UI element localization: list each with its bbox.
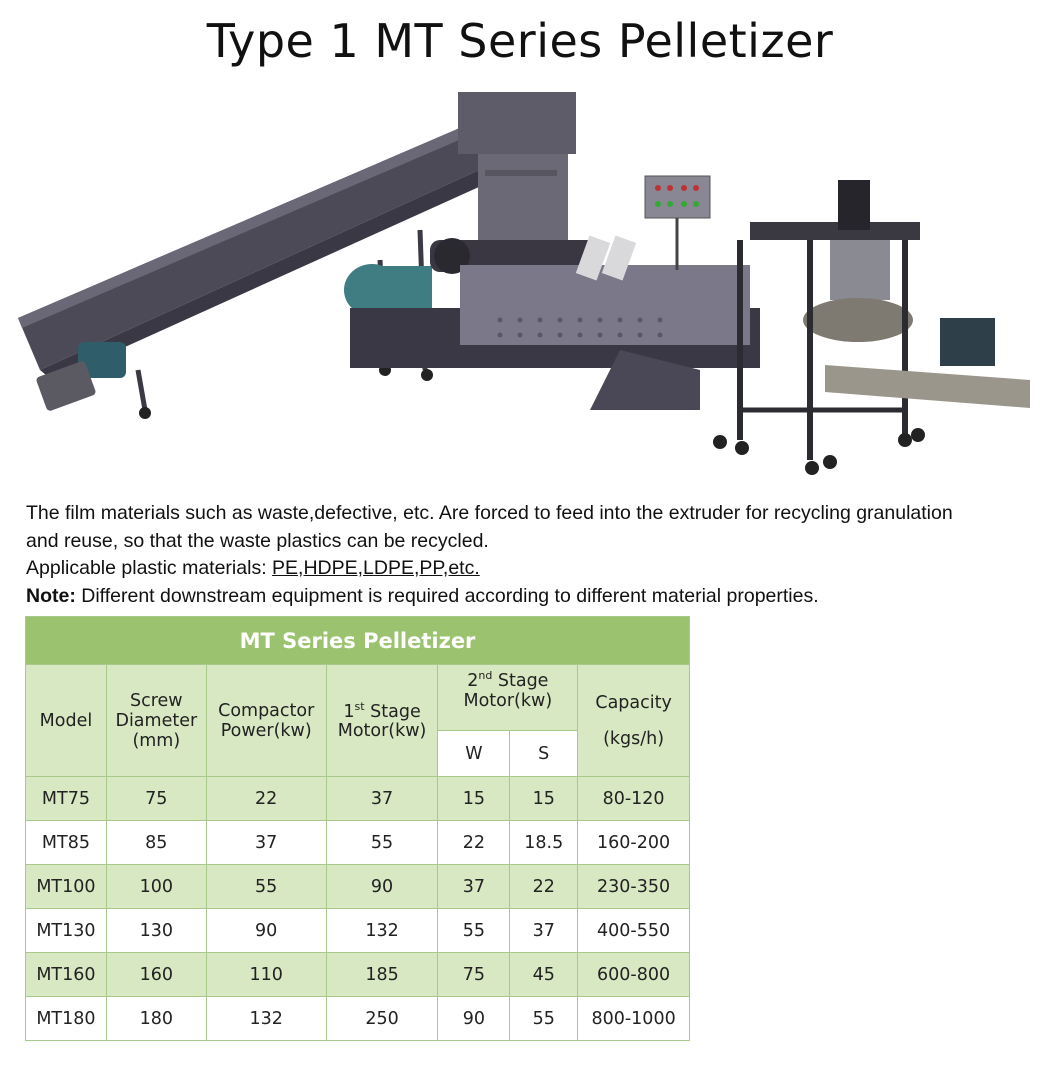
table-row (26, 953, 690, 997)
cell-stage1: 37 (326, 777, 438, 821)
note-line (26, 583, 1056, 611)
header-stage2-num: 2 (467, 670, 479, 691)
table-row (26, 909, 690, 953)
cell-model: MT130 (26, 909, 107, 953)
materials-line (26, 555, 1056, 583)
control-box (645, 176, 710, 218)
header-stage2-line-2: Motor(kw) (463, 690, 553, 711)
cell-screw: 130 (106, 909, 206, 953)
header-stage1-motor (326, 665, 438, 777)
cell-model: MT75 (26, 777, 107, 821)
cell-stage1: 185 (326, 953, 438, 997)
header-screw-line-1: Screw (130, 690, 183, 711)
note-text: Different downstream equipment is required according to different material properties. (75, 584, 819, 607)
table-row (26, 865, 690, 909)
cell-stage2-s: 45 (510, 953, 578, 997)
header-capacity-line-1: Capacity (595, 692, 672, 713)
header-stage1-line-2: Motor(kw) (337, 721, 427, 742)
cell-stage1: 132 (326, 909, 438, 953)
header-stage1-word: Stage (364, 701, 421, 722)
header-compactor-line-2: Power(kw) (220, 720, 312, 741)
cell-compactor: 55 (206, 865, 326, 909)
cell-stage2-w: 15 (438, 777, 510, 821)
cell-model: MT160 (26, 953, 107, 997)
header-stage1-sup: st (354, 699, 365, 713)
cell-stage2-s: 55 (510, 997, 578, 1041)
cell-model: MT180 (26, 997, 107, 1041)
cell-stage1: 250 (326, 997, 438, 1041)
header-s: S (510, 731, 578, 777)
cell-stage1: 55 (326, 821, 438, 865)
header-capacity-line-2: (kgs/h) (603, 728, 665, 749)
cell-model: MT100 (26, 865, 107, 909)
table-row (26, 777, 690, 821)
header-stage1-num: 1 (343, 701, 355, 722)
cell-stage2-w: 37 (438, 865, 510, 909)
header-stage2-motor (438, 665, 578, 731)
cooling-trough (825, 365, 1030, 408)
table-row (26, 997, 690, 1041)
pelletizing-frame (750, 222, 920, 240)
description-line-2: and reuse, so that the waste plastics can be recycled. (26, 529, 489, 552)
cell-stage2-s: 37 (510, 909, 578, 953)
header-stage2-word: Stage (492, 670, 549, 691)
cell-screw: 160 (106, 953, 206, 997)
cell-stage2-w: 55 (438, 909, 510, 953)
cell-stage2-w: 22 (438, 821, 510, 865)
description (26, 500, 1056, 610)
compactor-hopper (458, 92, 576, 154)
table-row (26, 821, 690, 865)
cell-capacity: 160-200 (578, 821, 690, 865)
cell-stage2-s: 18.5 (510, 821, 578, 865)
note-label: Note: (26, 584, 76, 607)
cell-compactor: 110 (206, 953, 326, 997)
header-screw-line-2: Diameter (115, 710, 198, 731)
cell-capacity: 230-350 (578, 865, 690, 909)
cell-compactor: 132 (206, 997, 326, 1041)
cell-stage2-w: 90 (438, 997, 510, 1041)
cell-stage2-s: 15 (510, 777, 578, 821)
cell-screw: 180 (106, 997, 206, 1041)
cell-compactor: 37 (206, 821, 326, 865)
cell-stage2-s: 22 (510, 865, 578, 909)
cell-screw: 85 (106, 821, 206, 865)
spec-table (25, 616, 690, 1041)
cell-compactor: 90 (206, 909, 326, 953)
header-screw-diameter (106, 665, 206, 777)
header-stage2-sup: nd (478, 669, 493, 682)
cell-capacity: 600-800 (578, 953, 690, 997)
cell-screw: 100 (106, 865, 206, 909)
cell-stage1: 90 (326, 865, 438, 909)
cell-capacity: 800-1000 (578, 997, 690, 1041)
header-screw-line-3: (mm) (132, 730, 181, 751)
cell-compactor: 22 (206, 777, 326, 821)
header-stage2-line-1 (438, 669, 577, 691)
table-caption: MT Series Pelletizer (26, 617, 690, 665)
cell-capacity: 400-550 (578, 909, 690, 953)
pelletizer-machine-photo (0, 80, 1060, 485)
page-title: Type 1 MT Series Pelletizer (206, 14, 834, 68)
cell-screw: 75 (106, 777, 206, 821)
header-compactor-line-1: Compactor (218, 700, 315, 721)
description-line-1: The film materials such as waste,defective, etc. Are forced to feed into the extruder for recycling granulation (26, 502, 953, 524)
cell-model: MT85 (26, 821, 107, 865)
cell-capacity: 80-120 (578, 777, 690, 821)
header-compactor-power (206, 665, 326, 777)
materials-label: Applicable plastic materials: (26, 557, 273, 579)
header-stage1-line-1 (327, 700, 438, 722)
header-model: Model (26, 665, 107, 777)
materials-value: PE,HDPE,LDPE,PP,etc. (272, 557, 480, 579)
header-w: W (438, 731, 510, 777)
cell-stage2-w: 75 (438, 953, 510, 997)
header-capacity (578, 665, 690, 777)
